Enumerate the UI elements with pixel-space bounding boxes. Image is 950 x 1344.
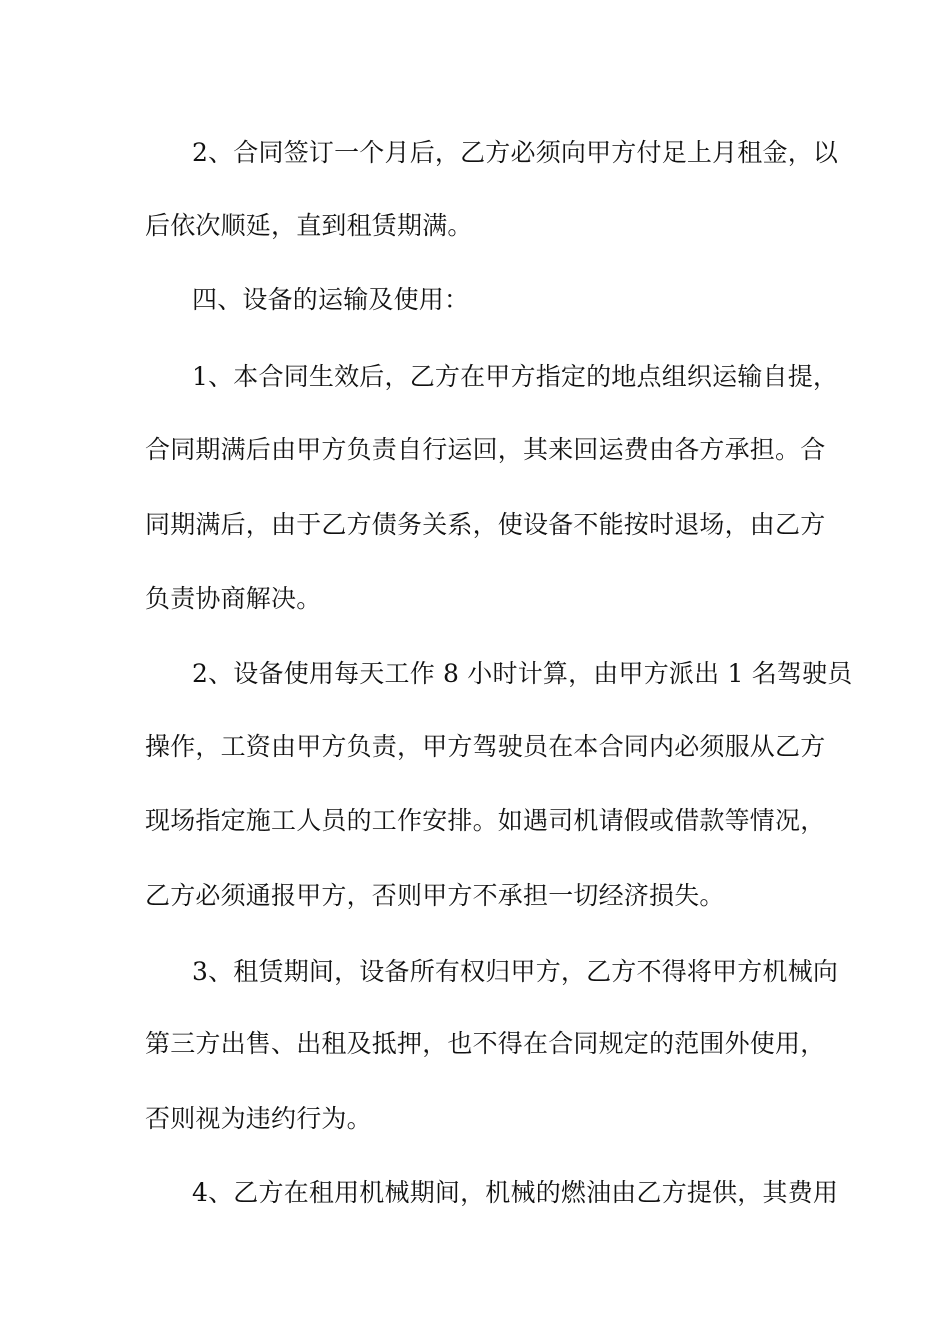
paragraph-line: 否则视为违约行为。 [145,1104,372,1133]
paragraph-line: 4、乙方在租用机械期间，机械的燃油由乙方提供，其费用 [192,1178,839,1207]
paragraph-line: 负责协商解决。 [145,584,322,613]
section-heading: 四、设备的运输及使用： [192,285,470,314]
paragraph-line: 1、本合同生效后，乙方在甲方指定的地点组织运输自提， [192,362,839,391]
paragraph-line: 操作，工资由甲方负责，甲方驾驶员在本合同内必须服从乙方 [145,732,826,761]
paragraph-line: 合同期满后由甲方负责自行运回，其来回运费由各方承担。合 [145,435,826,464]
paragraph-line: 现场指定施工人员的工作安排。如遇司机请假或借款等情况， [145,806,826,835]
paragraph-line: 乙方必须通报甲方，否则甲方不承担一切经济损失。 [145,881,725,910]
paragraph-line: 2、合同签订一个月后，乙方必须向甲方付足上月租金，以 [192,138,839,167]
paragraph-line: 后依次顺延，直到租赁期满。 [145,211,473,240]
paragraph-line: 第三方出售、出租及抵押，也不得在合同规定的范围外使用， [145,1029,826,1058]
paragraph-line: 2、设备使用每天工作 8 小时计算，由甲方派出 1 名驾驶员 [192,659,853,688]
paragraph-line: 3、租赁期间，设备所有权归甲方，乙方不得将甲方机械向 [192,957,839,986]
paragraph-line: 同期满后，由于乙方债务关系，使设备不能按时退场，由乙方 [145,510,826,539]
